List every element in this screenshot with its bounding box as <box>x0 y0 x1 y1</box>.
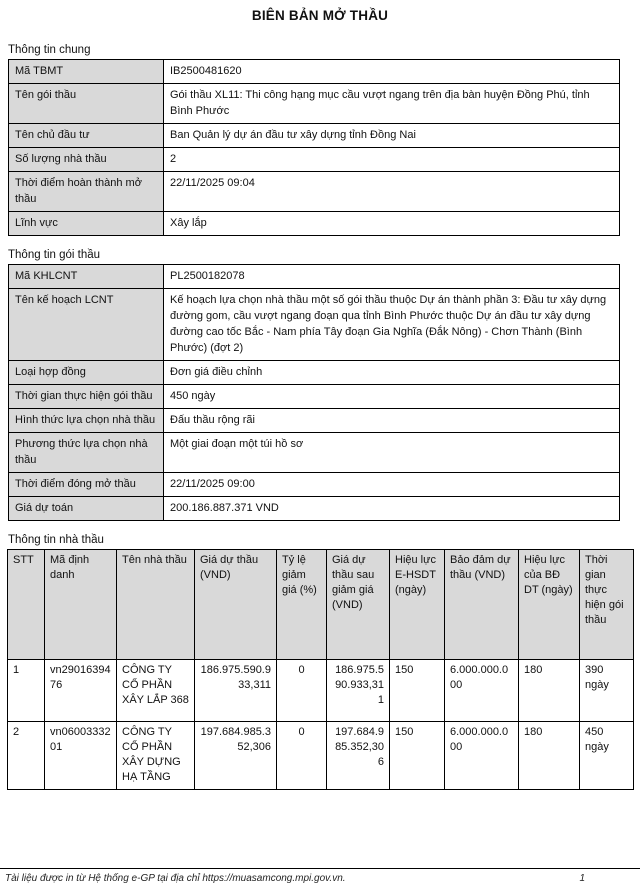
cell-bao-dam-du-thau: 6.000.000.000 <box>445 660 519 722</box>
field-value: IB2500481620 <box>164 60 620 84</box>
field-label: Thời điểm đóng mở thầu <box>9 473 164 497</box>
field-label: Lĩnh vực <box>9 212 164 236</box>
field-label: Giá dự toán <box>9 497 164 521</box>
info-row <box>9 433 620 473</box>
cell-ten-nha-thau: CÔNG TY CỔ PHẦN XÂY LẮP 368 <box>117 660 195 722</box>
field-label: Số lượng nhà thầu <box>9 148 164 172</box>
field-value: Đơn giá điều chỉnh <box>164 361 620 385</box>
info-row <box>9 497 620 521</box>
field-label: Thời gian thực hiện gói thầu <box>9 385 164 409</box>
contractor-row <box>8 722 634 790</box>
field-label: Tên gói thầu <box>9 84 164 124</box>
field-value: 22/11/2025 09:00 <box>164 473 620 497</box>
info-row <box>9 385 620 409</box>
contractors-column-header: Giá dự thầu sau giảm giá (VND) <box>327 550 390 660</box>
section-heading-contractors: Thông tin nhà thầu <box>8 534 104 546</box>
cell-stt: 1 <box>8 660 45 722</box>
cell-gia-sau-giam: 197.684.985.352,306 <box>327 722 390 790</box>
contractors-column-header: Tên nhà thầu <box>117 550 195 660</box>
contractors-column-header: Tỷ lệ giảm giá (%) <box>277 550 327 660</box>
contractors-header-row <box>8 550 634 660</box>
info-row <box>9 60 620 84</box>
field-value: Xây lắp <box>164 212 620 236</box>
general-info-table <box>8 59 620 236</box>
field-label: Hình thức lựa chọn nhà thầu <box>9 409 164 433</box>
field-label: Thời điểm hoàn thành mở thầu <box>9 172 164 212</box>
field-label: Mã TBMT <box>9 60 164 84</box>
cell-hieu-luc-bddt: 180 <box>519 722 580 790</box>
cell-gia-du-thau: 186.975.590.933,311 <box>195 660 277 722</box>
contractors-column-header: Hiệu lực E-HSDT (ngày) <box>390 550 445 660</box>
field-value: Kế hoạch lựa chọn nhà thầu một số gói thầu thuộc Dự án thành phần 3: Đầu tư xây dựng đường gom, cầu vượt ngang đoạn qua tỉnh Bình Phước thuộc Dự án đầu tư xây dựng đường cao tốc Bắc - Nam phía Tây đoạn Gia Nghĩa (Đắk Nông) - Chơn Thành (Bình Phước) (đợt 2) <box>164 289 620 361</box>
contractors-column-header: Bảo đảm dự thầu (VND) <box>445 550 519 660</box>
cell-stt: 2 <box>8 722 45 790</box>
info-row <box>9 172 620 212</box>
footer-page-number: 1 <box>579 873 585 884</box>
contractors-column-header: Giá dự thầu (VND) <box>195 550 277 660</box>
info-row <box>9 409 620 433</box>
field-label: Mã KHLCNT <box>9 265 164 289</box>
info-row <box>9 473 620 497</box>
cell-gia-sau-giam: 186.975.590.933,311 <box>327 660 390 722</box>
section-heading-package: Thông tin gói thầu <box>8 249 101 261</box>
cell-ma-dinh-danh: vn0600333201 <box>45 722 117 790</box>
field-value: Gói thầu XL11: Thi công hạng mục cầu vượt ngang trên địa bàn huyện Đồng Phú, tỉnh Bình Phước <box>164 84 620 124</box>
info-row <box>9 361 620 385</box>
document-title: BIÊN BẢN MỞ THẦU <box>251 8 389 23</box>
info-row <box>9 289 620 361</box>
package-info-body <box>9 265 620 521</box>
cell-ten-nha-thau: CÔNG TY CỔ PHẦN XÂY DỰNG HẠ TẦNG <box>117 722 195 790</box>
info-row <box>9 212 620 236</box>
cell-ty-le-giam-gia: 0 <box>277 660 327 722</box>
field-value: PL2500182078 <box>164 265 620 289</box>
info-row <box>9 84 620 124</box>
contractors-column-header: Hiệu lực của BĐ DT (ngày) <box>519 550 580 660</box>
info-row <box>9 265 620 289</box>
cell-thoi-gian-thuc-hien: 390 ngày <box>580 660 634 722</box>
field-value: 2 <box>164 148 620 172</box>
contractors-table <box>7 549 634 790</box>
field-label: Phương thức lựa chọn nhà thầu <box>9 433 164 473</box>
contractors-column-header: STT <box>8 550 45 660</box>
field-label: Tên kế hoạch LCNT <box>9 289 164 361</box>
footer-print-note: Tài liệu được in từ Hệ thống e-GP tại địa chỉ https://muasamcong.mpi.gov.vn. <box>5 873 346 884</box>
cell-hieu-luc-ehsdt: 150 <box>390 660 445 722</box>
page-footer <box>0 868 640 884</box>
info-row <box>9 124 620 148</box>
field-value: Đấu thầu rộng rãi <box>164 409 620 433</box>
field-value: 200.186.887.371 VND <box>164 497 620 521</box>
cell-ty-le-giam-gia: 0 <box>277 722 327 790</box>
field-label: Tên chủ đầu tư <box>9 124 164 148</box>
general-info-body <box>9 60 620 236</box>
package-info-table <box>8 264 620 521</box>
contractors-body <box>8 660 634 790</box>
cell-ma-dinh-danh: vn2901639476 <box>45 660 117 722</box>
field-value: Ban Quản lý dự án đầu tư xây dựng tỉnh Đồng Nai <box>164 124 620 148</box>
info-row <box>9 148 620 172</box>
field-value: 450 ngày <box>164 385 620 409</box>
cell-gia-du-thau: 197.684.985.352,306 <box>195 722 277 790</box>
field-value: Một giai đoạn một túi hồ sơ <box>164 433 620 473</box>
cell-thoi-gian-thuc-hien: 450 ngày <box>580 722 634 790</box>
field-label: Loại hợp đồng <box>9 361 164 385</box>
contractors-column-header: Mã định danh <box>45 550 117 660</box>
contractor-row <box>8 660 634 722</box>
contractors-column-header: Thời gian thực hiện gói thầu <box>580 550 634 660</box>
section-heading-general: Thông tin chung <box>8 44 91 56</box>
field-value: 22/11/2025 09:04 <box>164 172 620 212</box>
cell-hieu-luc-bddt: 180 <box>519 660 580 722</box>
cell-bao-dam-du-thau: 6.000.000.000 <box>445 722 519 790</box>
cell-hieu-luc-ehsdt: 150 <box>390 722 445 790</box>
